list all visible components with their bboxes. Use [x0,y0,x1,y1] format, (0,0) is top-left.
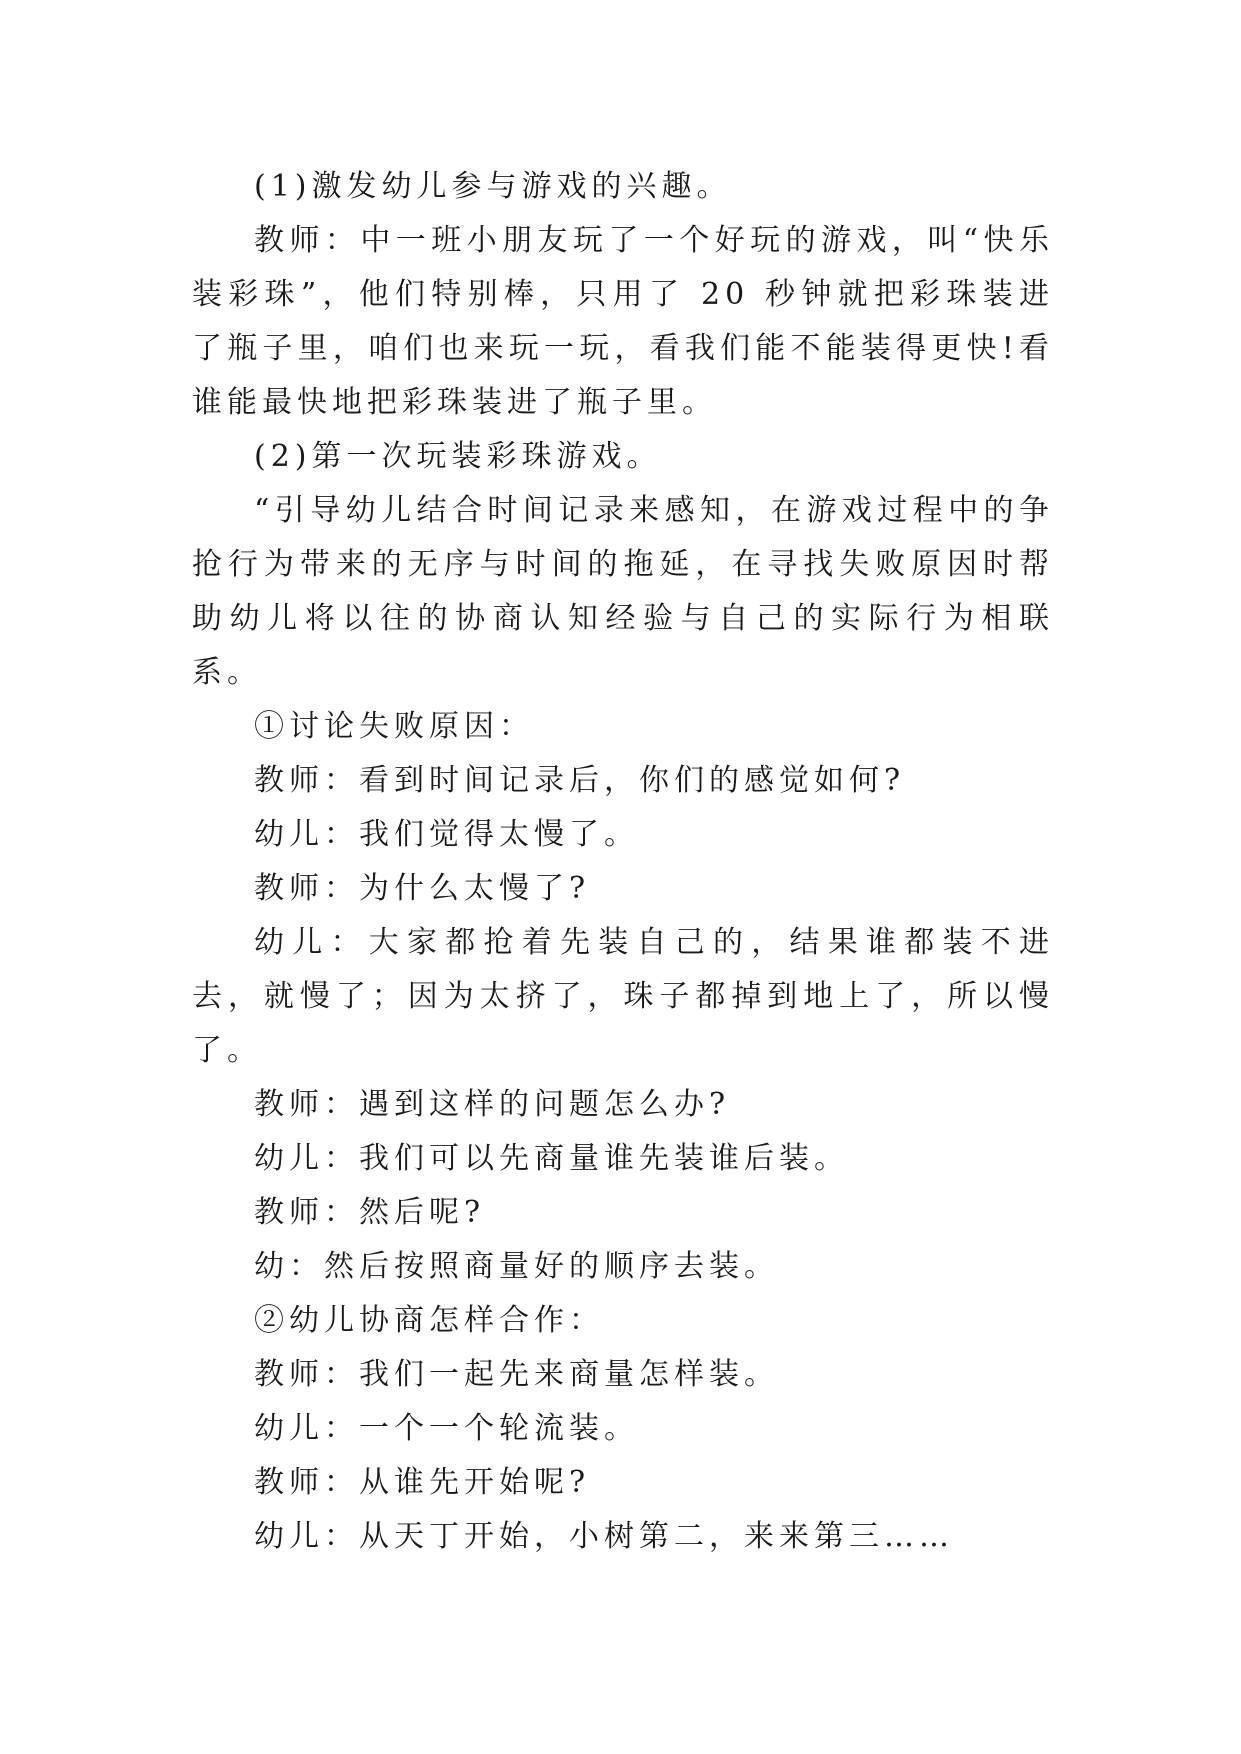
dialogue-line: 幼儿：我们可以先商量谁先装谁后装。 [254,1141,849,1176]
dialogue-line: 教师：然后呢? [254,1195,486,1230]
dialogue-line: 幼儿：我们觉得太慢了。 [254,817,639,852]
paragraph-intro-heading: (1)激发幼儿参与游戏的兴趣。 [254,169,732,204]
dialogue-line: 幼儿：从天丁开始，小树第二，来来第三…… [254,1519,954,1554]
paragraph-negotiate-heading: ②幼儿协商怎样合作： [254,1303,604,1338]
dialogue-line: 幼儿：大家都抢着先装自己的，结果谁都装不进去，就慢了；因为太挤了，珠子都掉到地上了，所以慢了。 [192,925,1054,1068]
dialogue-line: 教师：看到时间记录后，你们的感觉如何? [254,763,906,798]
dialogue-line: 教师：遇到这样的问题怎么办? [254,1087,731,1122]
dialogue-line: 幼：然后按照商量好的顺序去装。 [254,1249,779,1284]
dialogue-line: 幼儿：一个一个轮流装。 [254,1411,639,1446]
document-page [192,160,1054,1564]
dialogue-line: 教师：为什么太慢了? [254,871,591,906]
dialogue-line: 教师：我们一起先来商量怎样装。 [254,1357,779,1392]
paragraph-teacher-intro: 教师：中一班小朋友玩了一个好玩的游戏，叫“快乐装彩珠”，他们特别棒，只用了 20 秒钟就把彩珠装进了瓶子里，咱们也来玩一玩，看我们能不能装得更快!看谁能最快地把彩珠装进了瓶子里。 [192,223,1054,420]
paragraph-discuss-failure-heading: ①讨论失败原因： [254,709,534,744]
paragraph-guidance-note: “引导幼儿结合时间记录来感知，在游戏过程中的争抢行为带来的无序与时间的拖延，在寻找失败原因时帮助幼儿将以往的协商认知经验与自己的实际行为相联系。 [192,493,1054,690]
paragraph-first-game-heading: (2)第一次玩装彩珠游戏。 [254,439,662,474]
dialogue-line: 教师：从谁先开始呢? [254,1465,591,1500]
